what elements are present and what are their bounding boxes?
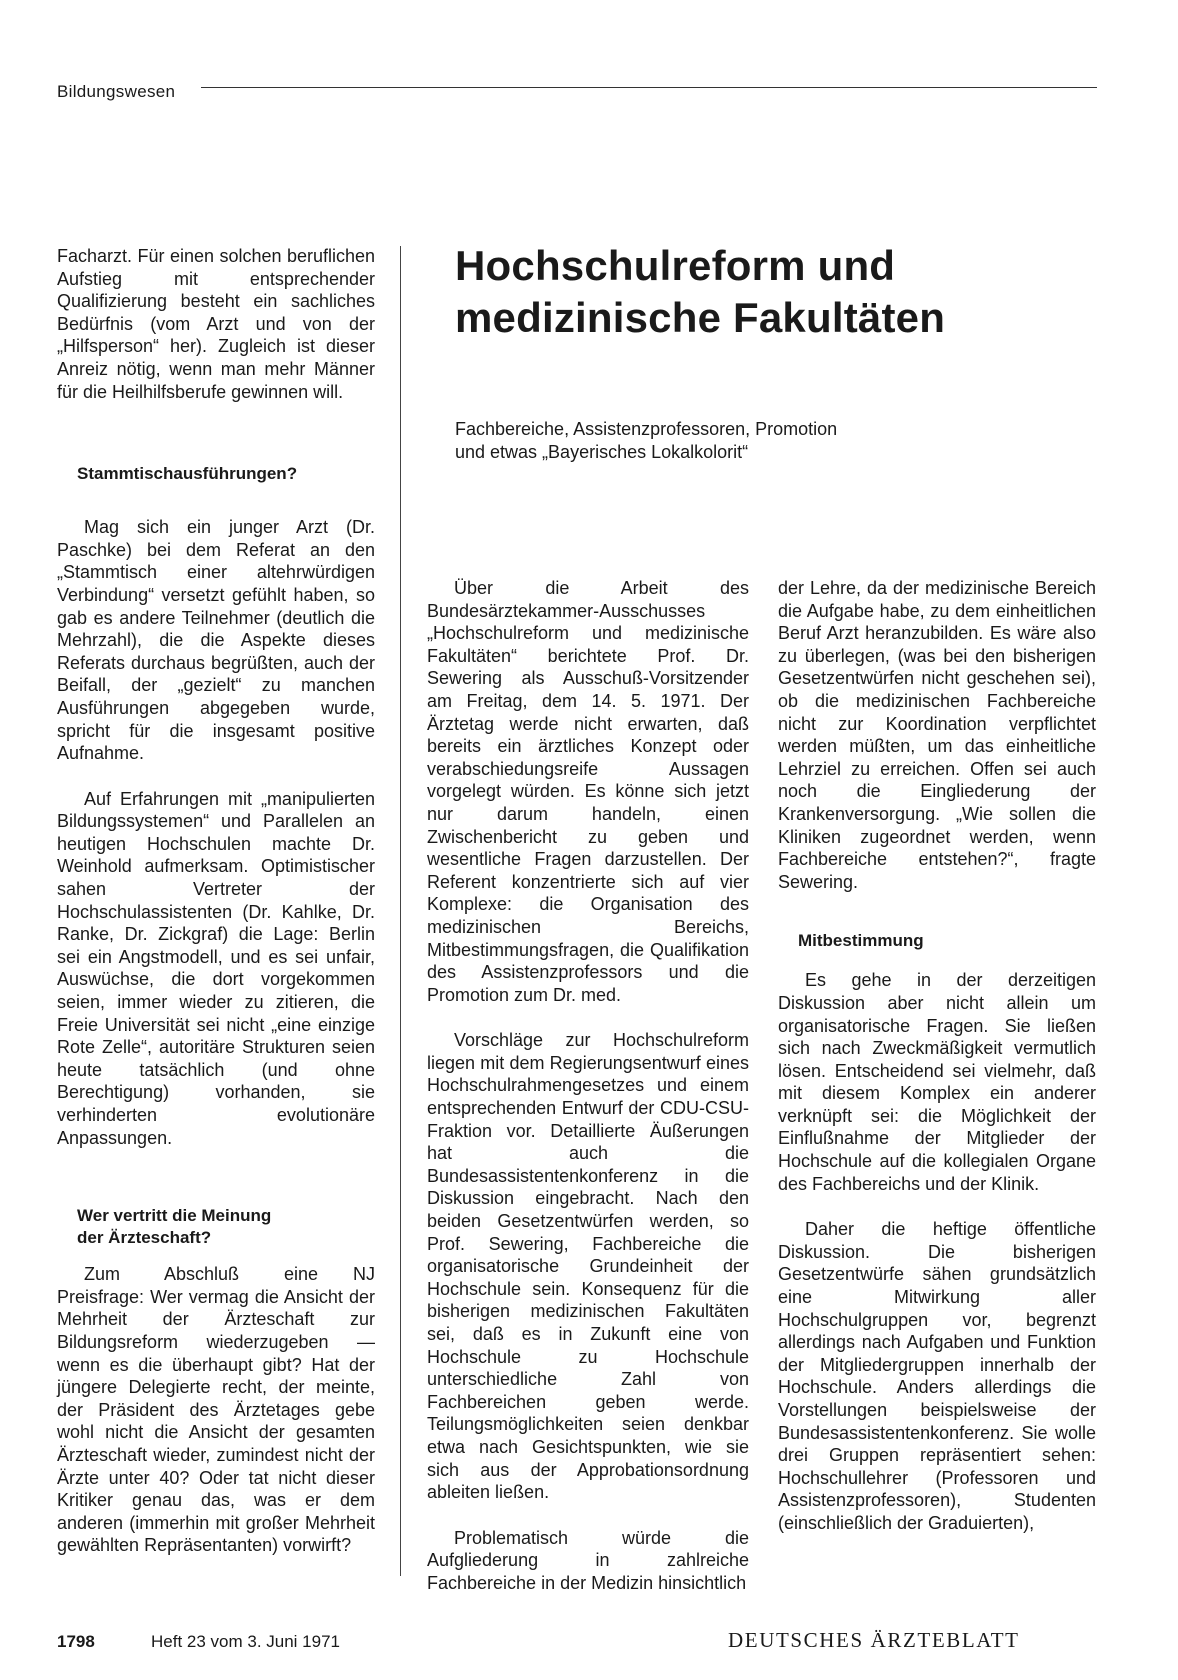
col1-paragraph-2: Auf Erfahrungen mit „manipulierten Bildungssystemen“ und Parallelen an heutigen Hochschulen machte Dr. Weinhold aufmerksam. Optimistischer sahen Vertreter der Hochschulassistenten (Dr. Kahlke, Dr. Ranke, Dr. Zickgraf) die Lage: Berlin sei ein Angstmodell, und es sei unfair, Auswüchse, die dort vorgekommen seien, immer wieder zu zitieren, die Freie Universität sei nicht „eine einzige Rote Zelle“, autoritäre Strukturen seien heute tatsächlich (und ohne Berechtigung) vorhanden, sie verhinderten evolutionäre Anpassungen. bbox=[57, 788, 375, 1148]
article-subtitle-line-2: und etwas „Bayerisches Lokalkolorit“ bbox=[455, 442, 749, 462]
col1-paragraph-1: Mag sich ein junger Arzt (Dr. Paschke) bei dem Referat an den „Stammtisch einer altehrwürdigen Verbindung“ versetzt gefühlt haben, so gab es andere Teilnehmer (deutlich die Mehrzahl), die die Aspekte dieses Referats durchaus begrüßten, auch der Beifall, der „gezielt“ zu manchen Ausführungen abgegeben wurde, spricht für die insgesamt positive Aufnahme. bbox=[57, 517, 375, 764]
col1-heading-meinung-line-2: der Ärzteschaft? bbox=[77, 1228, 212, 1248]
article-subtitle bbox=[455, 418, 1095, 464]
page-number: 1798 bbox=[57, 1632, 95, 1651]
col3-paragraph-1: der Lehre, da der medizinische Bereich die Aufgabe habe, zu dem einheitlichen Beruf Arzt heranzubilden. Es wäre also zu überlegen, (was bei den bisherigen Gesetzentwürfen nicht geschehen sei), ob die medizinischen Fachbereiche nicht zur Koordination verpflichtet werden müßten, um das einheitliche Lehrziel zu erreichen. Offen sei auch noch die Eingliederung der Krankenversorgung. „Wie sollen die Kliniken zugeordnet werden, wenn Fachbereiche entstehen?“, fragte Sewering. bbox=[778, 578, 1096, 892]
col1-paragraph-0: Facharzt. Für einen solchen beruflichen Aufstieg mit entsprechender Qualifizierung besteht ein sachliches Bedürfnis (vom Arzt und von der „Hilfsperson“ her). Zugleich ist dieser Anreiz nötig, wenn man mehr Männer für die Heilhilfsberufe gewinnen will. bbox=[57, 246, 375, 402]
column-left bbox=[57, 245, 375, 1557]
column-middle bbox=[427, 577, 749, 1595]
col1-paragraph-3-text: Zum Abschluß eine Preisfrage: Wer vermag die Ansicht der Mehrheit der Ärzteschaft zur Bildungsreform wiederzugeben — wenn es die überhaupt gibt? Hat der jüngere Delegierte recht, der meinte, der Präsident des Ärztetages gebe wohl nicht die Ansicht der gesamten Ärzteschaft wieder, zumindest nicht der Ärzte unter 40? Oder tat nicht dieser Kritiker genau das, was er dem anderen (immerhin mit großer Mehrheit gewählten Repräsentanten) vorwirft? bbox=[57, 1264, 375, 1556]
col3-paragraph-2: Es gehe in der derzeitigen Diskussion aber nicht allein um organisatorische Fragen. Sie ließen sich nach Zweckmäßigkeit vermutlich lösen. Entscheidend sei vielmehr, daß mit diesem Komplex ein anderer verknüpft sei: die Möglichkeit der Einflußnahme der Mitglieder der Hochschule auf die kollegialen Organe des Fachbereichs und der Klinik. bbox=[778, 970, 1096, 1194]
section-label: Bildungswesen bbox=[57, 82, 176, 101]
col2-paragraph-1: Über die Arbeit des Bundesärztekammer-Ausschusses „Hochschulreform und medizinische Fakultäten“ berichtete Prof. Dr. Sewering als Ausschuß-Vorsitzender am Freitag, dem 14. 5. 1971. Der Ärztetag werde nicht erwarten, daß bereits ein ärztliches Konzept oder verabschiedungsreife Aussagen vorgelegt würden. Es könne sich jetzt nur darum handeln, einen Zwischenbericht zu geben und wesentliche Fragen darzustellen. Der Referent konzentrierte sich auf vier Komplexe: die Organisation des medizinischen Bereichs, Mitbestimmungsfragen, die Qualifikation des Assistenzprofessors und die Promotion zum Dr. med. bbox=[427, 578, 749, 1005]
col3-heading-mitbestimmung: Mitbestimmung bbox=[798, 931, 924, 951]
col2-paragraph-3: Problematisch würde die Aufgliederung in zahlreiche Fachbereiche in der Medizin hinsichtlich bbox=[427, 1527, 749, 1593]
article-title-line-2: medizinische Fakultäten bbox=[455, 294, 946, 341]
author-signature: NJ bbox=[353, 1264, 375, 1285]
column-divider bbox=[400, 246, 401, 1576]
column-right bbox=[778, 577, 1096, 1535]
issue-info: Heft 23 vom 3. Juni 1971 bbox=[151, 1632, 341, 1651]
col1-heading-meinung bbox=[77, 1205, 375, 1249]
article-subtitle-line-1: Fachbereiche, Assistenzprofessoren, Promotion bbox=[455, 419, 838, 439]
col1-heading-stammtisch: Stammtischausführungen? bbox=[77, 464, 298, 484]
col3-paragraph-3: Daher die heftige öffentliche Diskussion. Die bisherigen Gesetzentwürfe sähen grundsätzlich eine Mitwirkung aller Hochschulgruppen vor, begrenzt allerdings nach Aufgaben und Funktion der Mitgliedergruppen innerhalb der Hochschule. Anders allerdings die Vorstellungen beispielsweise der Bundesassistentenkonferenz. Sie wolle drei Gruppen repräsentiert sehen: Hochschullehrer (Professoren und Assistenzprofessoren), Studenten (einschließlich der Graduierten), bbox=[778, 1219, 1096, 1533]
article-title-line-1: Hochschulreform und bbox=[455, 242, 896, 289]
journal-name: DEUTSCHES ÄRZTEBLATT bbox=[728, 1628, 1020, 1652]
article-title bbox=[455, 240, 1095, 344]
col1-paragraph-3 bbox=[57, 1263, 375, 1557]
col1-heading-meinung-line-1: Wer vertritt die Meinung bbox=[77, 1206, 272, 1226]
col2-paragraph-2: Vorschläge zur Hochschulreform liegen mit dem Regierungsentwurf eines Hochschulrahmengesetzes und einem entsprechenden Entwurf der CDU-CSU-Fraktion vor. Detaillierte Äußerungen hat auch die Bundesassistentenkonferenz in die Diskussion eingebracht. Nach den beiden Gesetzentwürfen werden, so Prof. Sewering, Fachbereiche die organisatorische Grundeinheit der Hochschule sein. Konsequenz für die bisherigen medizinischen Fakultäten sei, daß es in Zukunft eine von Hochschule zu Hochschule unterschiedliche Zahl von Fachbereichen geben werde. Teilungsmöglichkeiten seien denkbar etwa nach Gesichtspunkten, wie sie sich aus der Approbationsordnung ableiten ließen. bbox=[427, 1030, 749, 1503]
header-rule bbox=[201, 87, 1097, 88]
